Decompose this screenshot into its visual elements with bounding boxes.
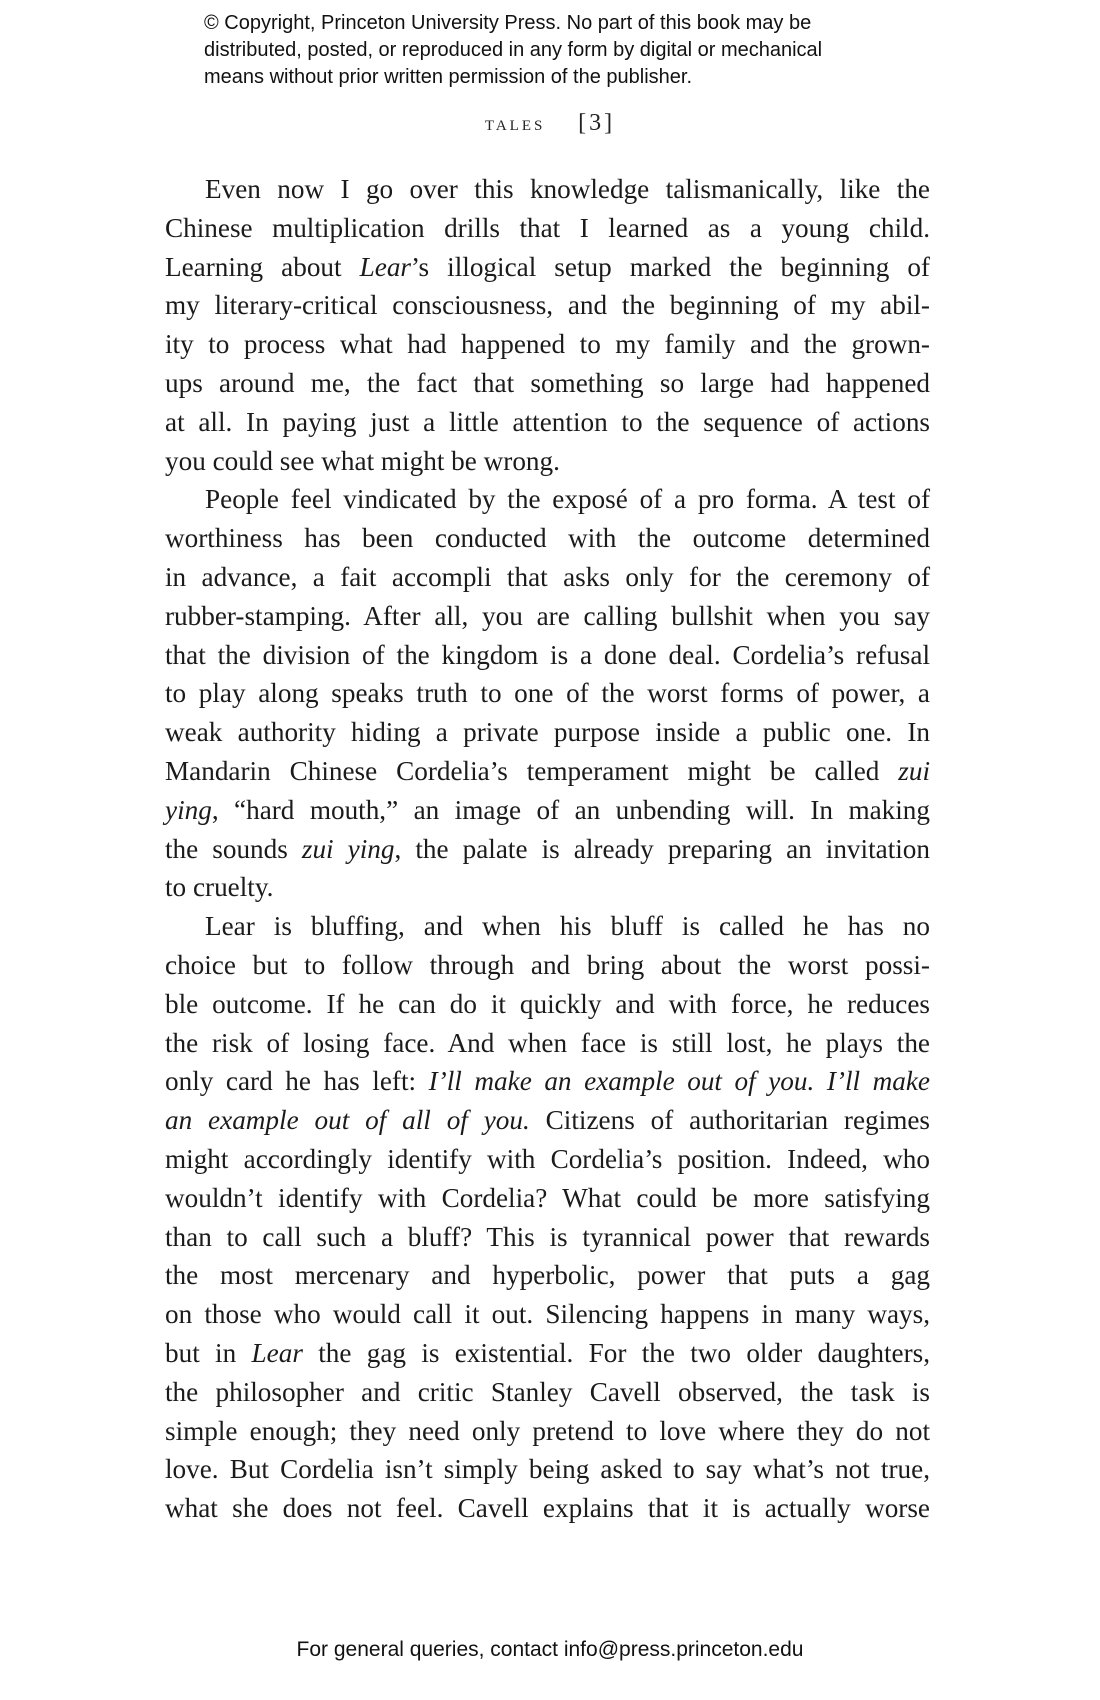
text-run: Mandarin Chinese Cordelia’s temperament might be called (165, 755, 899, 786)
text-line: simple enough; they need only pretend to love where they do not (165, 1415, 930, 1446)
italic-term: zui ying (301, 833, 395, 864)
text-line: the most mercenary and hyperbolic, power that puts a gag (165, 1260, 930, 1291)
copyright-line: distributed, posted, or reproduced in any form by digital or mechanical (204, 39, 823, 61)
text-line: might accordingly identify with Cordelia’s position. Indeed, who (165, 1143, 930, 1174)
text-line (165, 830, 930, 869)
text-line: to cruelty. (165, 872, 274, 903)
copyright-line: means without prior written permission of the publisher. (204, 66, 693, 88)
text-line: ups around me, the fact that something so large had happened (165, 367, 930, 398)
text-line: that the division of the kingdom is a done deal. Cordelia’s refusal (165, 639, 930, 670)
italic-title: Lear (251, 1337, 303, 1368)
text-line: rubber-stamping. After all, you are calling bullshit when you say (165, 600, 930, 631)
running-head (0, 110, 1100, 137)
italic-title: Lear (359, 251, 411, 282)
text-run: but in (165, 1337, 252, 1368)
text-line (165, 1062, 930, 1101)
text-line: to play along speaks truth to one of the worst forms of power, a (165, 678, 930, 709)
text-line: love. But Cordelia isn’t simply being asked to say what’s not true, (165, 1454, 930, 1485)
text-line: weak authority hiding a private purpose inside a public one. In (165, 717, 930, 748)
text-line: ble outcome. If he can do it quickly and with force, he reduces (165, 988, 930, 1019)
italic-term: ying (165, 794, 212, 825)
text-line: the philosopher and critic Stanley Cavell observed, the task is (165, 1376, 930, 1407)
footer-contact: For general queries, contact info@press.princeton.edu (296, 1638, 804, 1661)
text-line: Chinese multiplication drills that I learned as a young child. (165, 212, 930, 243)
text-line (165, 791, 930, 830)
italic-quote: I’ll make an example out of you. I’ll make (428, 1066, 930, 1097)
text-line: in advance, a fait accompli that asks only for the ceremony of (165, 561, 930, 592)
text-run: , “hard mouth,” an image of an unbending will. In making (211, 794, 930, 825)
text-line: choice but to follow through and bring about the worst possi- (165, 949, 930, 980)
text-line (165, 1101, 930, 1140)
text-line: on those who would call it out. Silencing happens in many ways, (165, 1299, 930, 1330)
text-line: Lear is bluffing, and when his bluff is called he has no (205, 911, 930, 942)
text-line (165, 1334, 930, 1373)
text-line: than to call such a bluff? This is tyrannical power that rewards (165, 1221, 930, 1252)
text-line (165, 752, 930, 791)
italic-quote: an example out of all of you. (165, 1105, 530, 1136)
text-run: the sounds (165, 833, 302, 864)
text-run: Citizens of authoritarian regimes (529, 1105, 930, 1136)
text-run: Learning about (165, 251, 360, 282)
text-line: ity to process what had happened to my family and the grown- (165, 329, 930, 360)
text-line: People feel vindicated by the exposé of a pro forma. A test of (205, 484, 930, 515)
text-line: at all. In paying just a little attention to the sequence of actions (165, 406, 930, 437)
text-line: you could see what might be wrong. (165, 445, 560, 476)
text-line: the risk of losing face. And when face is still lost, he plays the (165, 1027, 930, 1058)
body-text (165, 170, 930, 1528)
text-line: what she does not feel. Cavell explains that it is actually worse (165, 1493, 930, 1524)
page-number: [3] (578, 110, 616, 136)
text-line: my literary-critical consciousness, and the beginning of my abil- (165, 290, 930, 321)
text-line (165, 248, 930, 287)
text-line: wouldn’t identify with Cordelia? What could be more satisfying (165, 1182, 930, 1213)
text-run: the gag is existential. For the two older daughters, (302, 1337, 930, 1368)
text-run: only card he has left: (165, 1066, 429, 1097)
text-line: Even now I go over this knowledge talismanically, like the (205, 174, 930, 204)
text-run: , the palate is already preparing an invitation (394, 833, 930, 864)
copyright-notice (204, 10, 924, 91)
text-line: worthiness has been conducted with the outcome determined (165, 523, 930, 554)
italic-term: zui (898, 755, 930, 786)
running-head-title: tales (484, 110, 546, 135)
copyright-line: © Copyright, Princeton University Press. No part of this book may be (204, 12, 812, 34)
text-run: ’s illogical setup marked the beginning of (411, 251, 930, 282)
